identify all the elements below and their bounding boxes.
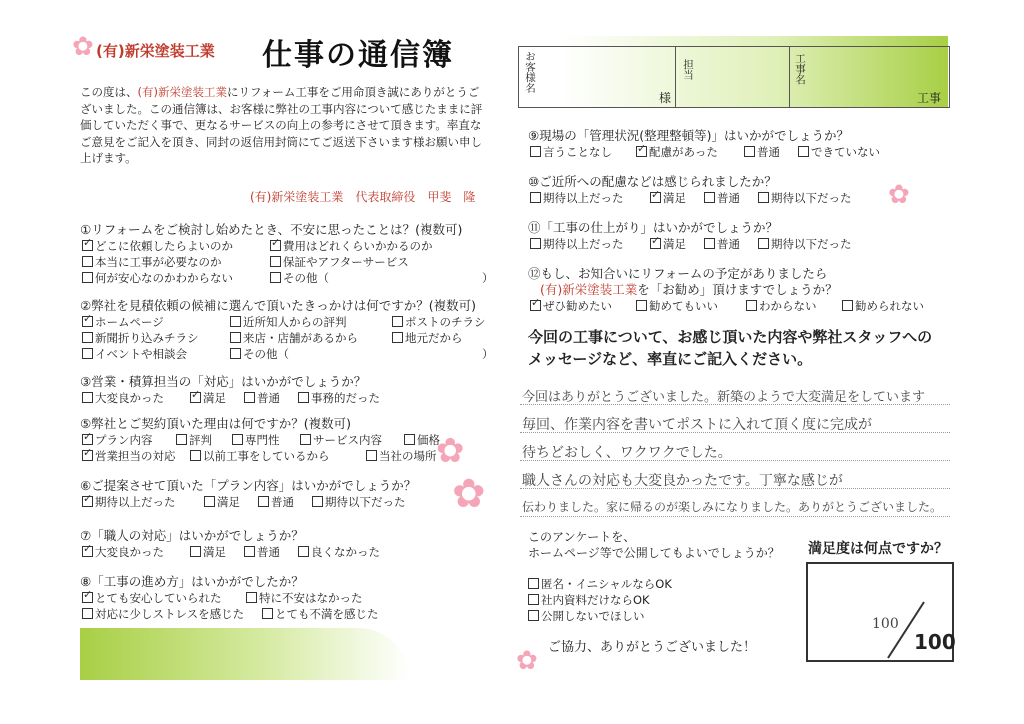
option-label: 期待以上だった	[543, 191, 624, 205]
message-prompt: 今回の工事について、お感じ頂いた内容や弊社スタッフへのメッセージなど、率直にご記入ください。	[528, 328, 933, 368]
checkbox-icon	[530, 238, 541, 249]
q1-option[interactable]	[82, 238, 233, 254]
option-label: どこに依頼したらよいのか	[95, 239, 233, 253]
checkbox-icon	[262, 608, 273, 619]
q11-option[interactable]	[758, 236, 852, 252]
question-8: ⑧「工事の進め方」はいかがでしたか？	[80, 574, 304, 589]
q7-option[interactable]	[190, 544, 226, 560]
checkbox-icon	[82, 256, 93, 267]
q2-option[interactable]	[230, 330, 358, 346]
checkbox-icon	[650, 238, 661, 249]
q12-option[interactable]	[746, 298, 817, 314]
checkbox-icon	[230, 332, 241, 343]
option-label: 匿名・イニシャルならOK	[541, 577, 672, 591]
checkbox-icon	[530, 192, 541, 203]
checkbox-icon	[636, 300, 647, 311]
option-label: イベントや相談会	[95, 347, 187, 361]
checkbox-icon	[312, 496, 323, 507]
option-label: 言うことなし	[543, 145, 612, 159]
checkbox-icon	[190, 450, 201, 461]
option-label: とても安心していられた	[95, 591, 222, 605]
q3-option[interactable]	[244, 390, 280, 406]
checkbox-icon	[746, 300, 757, 311]
checkbox-icon	[528, 594, 539, 605]
checkbox-icon	[298, 392, 309, 403]
message-line: 待ちどおしく、ワクワクでした。	[522, 445, 732, 461]
checkbox-icon	[82, 240, 93, 251]
message-line: 今回はありがとうございました。新築のようで大変満足をしています	[522, 390, 926, 405]
q8-option[interactable]	[246, 590, 363, 606]
option-label: 配慮があった	[649, 145, 718, 159]
option-label: 何が安心なのかわからない	[95, 271, 233, 285]
q7-option[interactable]	[82, 544, 164, 560]
q10-option[interactable]	[530, 190, 624, 206]
customer-name-label: お客様名	[524, 51, 536, 93]
message-line: 職人さんの対応も大変良かったです。丁寧な感じが	[522, 473, 843, 489]
kouji-suffix: 工事	[917, 91, 942, 105]
q5-option[interactable]	[82, 432, 153, 448]
option-label: 専門性	[245, 433, 280, 447]
q12-option[interactable]	[842, 298, 924, 314]
green-swoosh-bottom	[80, 628, 410, 680]
checkbox-icon	[300, 434, 311, 445]
checkbox-icon	[82, 450, 93, 461]
sakura-flower-icon: ✿	[72, 32, 94, 62]
q3-option[interactable]	[82, 390, 164, 406]
checkbox-icon	[82, 592, 93, 603]
option-label: 営業担当の対応	[95, 449, 176, 463]
score-handwritten: 100	[872, 616, 899, 632]
sakura-flower-icon: ✿	[516, 646, 538, 676]
q7-option[interactable]	[298, 544, 380, 560]
q9-option[interactable]	[744, 144, 780, 160]
checkbox-icon	[82, 272, 93, 283]
question-9: ⑨現場の「管理状況(整理整頓等)」はいかがでしょうか？	[528, 128, 849, 143]
option-label: 特に不安はなかった	[259, 591, 363, 605]
checkbox-icon	[392, 316, 403, 327]
option-label: プラン内容	[95, 433, 153, 447]
checkbox-icon	[82, 332, 93, 343]
q1-option[interactable]	[270, 254, 409, 270]
option-label: 当社の場所	[379, 449, 437, 463]
checkbox-icon	[758, 238, 769, 249]
option-label: 本当に工事が必要なのか	[95, 255, 222, 269]
page-title: 仕事の通信簿	[262, 38, 454, 73]
option-label: 普通	[257, 391, 280, 405]
publish-question: このアンケートを、	[528, 530, 636, 544]
q1-paren: ）	[482, 271, 494, 285]
q12-company: (有)新栄塗装工業	[540, 282, 638, 297]
question-10: ⑩ご近所への配慮などは感じられましたか？	[528, 174, 777, 189]
option-label: 保証やアフターサービス	[283, 255, 409, 269]
checkbox-icon	[244, 546, 255, 557]
q8-option[interactable]	[82, 590, 222, 606]
checkbox-icon	[82, 608, 93, 619]
score-box	[806, 562, 954, 662]
question-11: ⑪「工事の仕上がり」はいかがでしょうか？	[528, 220, 779, 235]
option-label: 良くなかった	[311, 545, 380, 559]
option-label: 以前工事をしているから	[203, 449, 330, 463]
q1-option[interactable]	[82, 254, 222, 270]
option-label: わからない	[759, 299, 817, 313]
sakura-flower-icon: ✿	[888, 180, 910, 210]
q5-option[interactable]	[232, 432, 280, 448]
q5-option[interactable]	[404, 432, 440, 448]
option-label: ぜひ勧めたい	[543, 299, 612, 313]
company-name: (有)新栄塗装工業	[96, 42, 215, 60]
option-label: 勧めてもいい	[649, 299, 718, 313]
option-label: 普通	[257, 545, 280, 559]
checkbox-icon	[82, 392, 93, 403]
option-label: 費用はどれくらいかかるのか	[283, 239, 433, 253]
q12-text: を「お勧め」頂けますでしょうか？	[637, 282, 838, 297]
option-label: できていない	[811, 145, 880, 159]
q7-option[interactable]	[244, 544, 280, 560]
sakura-flower-icon: ✿	[452, 471, 486, 517]
checkbox-icon	[230, 348, 241, 359]
option-label: 近所知人からの評判	[243, 315, 347, 329]
option-label: サービス内容	[313, 433, 382, 447]
q5-option[interactable]	[366, 448, 437, 464]
option-label: 公開しないでほしい	[541, 609, 645, 623]
publish-option[interactable]	[528, 576, 672, 592]
intro-part: この度は、	[80, 85, 138, 99]
q5-option[interactable]	[82, 448, 176, 464]
checkbox-icon	[842, 300, 853, 311]
q12-option[interactable]	[636, 298, 718, 314]
checkbox-icon	[258, 496, 269, 507]
question-3: ③営業・積算担当の「対応」はいかがでしょうか？	[80, 374, 367, 389]
option-label: ホームページ	[95, 315, 164, 329]
q2-option[interactable]	[392, 330, 463, 346]
option-label: 期待以上だった	[543, 237, 624, 251]
publish-option[interactable]	[528, 608, 645, 624]
checkbox-icon	[530, 300, 541, 311]
question-5: ⑤弊社とご契約頂いた理由は何ですか？(複数可)	[80, 416, 351, 431]
option-label: とても不満を感じた	[275, 607, 379, 621]
tantou-label: 担当	[682, 59, 694, 80]
option-label: 満足	[217, 495, 240, 509]
q8-option[interactable]	[262, 606, 379, 622]
checkbox-icon	[232, 434, 243, 445]
checkbox-icon	[404, 434, 415, 445]
q11-option[interactable]	[530, 236, 624, 252]
option-label: ポストのチラシ	[405, 315, 486, 329]
option-label: 期待以下だった	[771, 237, 852, 251]
q10-option[interactable]	[758, 190, 852, 206]
option-label: 地元だから	[405, 331, 463, 345]
q1-option[interactable]	[270, 270, 329, 286]
q6-option[interactable]	[312, 494, 406, 510]
q2-option[interactable]	[82, 314, 164, 330]
q8-option[interactable]	[82, 606, 244, 622]
intro-part: にリフォーム工事をご用命頂き誠にありがとうございました。この通信簿は、お客様に弊社の工事内容について感じたままに評価していただく事で、更なるサービスの向上の参考にさせて頂きます。率直なご意見をご記入を頂き、同封の返信用封筒にてご返送下さいます様お願い申し上げます。	[80, 85, 483, 165]
q9-option[interactable]	[636, 144, 718, 160]
thanks-text: ご協力、ありがとうございました！	[548, 640, 757, 655]
question-6: ⑥ご提案させて頂いた「プラン内容」はいかがでしょうか？	[80, 478, 417, 493]
question-12: ⑫もし、お知合いにリフォームの予定がありましたら	[528, 266, 828, 281]
q6-option[interactable]	[204, 494, 240, 510]
checkbox-icon	[270, 240, 281, 251]
option-label: 満足	[203, 545, 226, 559]
option-label: 対応に少しストレスを感じた	[95, 607, 245, 621]
q2-option[interactable]	[392, 314, 486, 330]
checkbox-icon	[244, 392, 255, 403]
option-label: 勧められない	[855, 299, 924, 313]
q1-option[interactable]	[82, 270, 233, 286]
checkbox-icon	[798, 146, 809, 157]
checkbox-icon	[392, 332, 403, 343]
sakura-flower-icon: ✿	[436, 431, 465, 471]
option-label: 期待以下だった	[325, 495, 406, 509]
checkbox-icon	[190, 546, 201, 557]
option-label: 普通	[717, 237, 740, 251]
question-2: ②弊社を見積依頼の候補に選んで頂いたきっかけは何ですか？(複数可)	[80, 298, 476, 313]
option-label: 満足	[203, 391, 226, 405]
option-label: 価格	[417, 433, 440, 447]
q5-option[interactable]	[190, 448, 330, 464]
checkbox-icon	[82, 316, 93, 327]
option-label: 新聞折り込みチラシ	[95, 331, 199, 345]
q3-option[interactable]	[298, 390, 380, 406]
q11-option[interactable]	[650, 236, 686, 252]
q11-option[interactable]	[704, 236, 740, 252]
option-label: 評判	[189, 433, 212, 447]
checkbox-icon	[270, 256, 281, 267]
option-label: 大変良かった	[95, 545, 164, 559]
option-label: 大変良かった	[95, 391, 164, 405]
q2-option[interactable]	[82, 346, 187, 362]
checkbox-icon	[704, 192, 715, 203]
checkbox-icon	[650, 192, 661, 203]
score-question: 満足度は何点ですか？	[808, 541, 948, 557]
option-label: 満足	[663, 237, 686, 251]
checkbox-icon	[230, 316, 241, 327]
checkbox-icon	[82, 434, 93, 445]
checkbox-icon	[176, 434, 187, 445]
checkbox-icon	[82, 348, 93, 359]
signature: (有)新栄塗装工業 代表取締役 甲斐 隆	[250, 190, 476, 204]
checkbox-icon	[530, 146, 541, 157]
checkbox-icon	[636, 146, 647, 157]
checkbox-icon	[704, 238, 715, 249]
checkbox-icon	[246, 592, 257, 603]
q2-option[interactable]	[82, 330, 199, 346]
intro-company: (有)新栄塗装工業	[137, 85, 227, 99]
message-line: 伝わりました。家に帰るのが楽しみになりました。ありがとうございました。	[522, 500, 943, 514]
score-max: 100	[914, 630, 956, 654]
sama-label: 様	[659, 91, 672, 105]
checkbox-icon	[744, 146, 755, 157]
q10-option[interactable]	[650, 190, 686, 206]
q1-option[interactable]	[270, 238, 433, 254]
checkbox-icon	[528, 578, 539, 589]
option-label: 来店・店舗があるから	[243, 331, 358, 345]
option-label: その他（	[243, 347, 289, 361]
q2-option[interactable]	[230, 346, 289, 362]
q9-option[interactable]	[530, 144, 612, 160]
q5-option[interactable]	[176, 432, 212, 448]
publish-option[interactable]	[528, 592, 650, 608]
q3-option[interactable]	[190, 390, 226, 406]
question-1: ①リフォームをご検討し始めたとき、不安に思ったことは？(複数可)	[80, 222, 463, 237]
message-line: 毎回、作業内容を書いてポストに入れて頂く度に完成が	[522, 417, 872, 433]
publish-question-2: ホームページ等で公開してもよいでしょうか？	[528, 546, 780, 560]
q2-option[interactable]	[230, 314, 347, 330]
q6-option[interactable]	[258, 494, 294, 510]
checkbox-icon	[528, 610, 539, 621]
q12-option[interactable]	[530, 298, 612, 314]
question-7: ⑦「職人の対応」はいかがでしょうか？	[80, 528, 304, 543]
q10-option[interactable]	[704, 190, 740, 206]
option-label: その他（	[283, 271, 329, 285]
option-label: 社内資料だけならOK	[541, 593, 650, 607]
checkbox-icon	[270, 272, 281, 283]
option-label: 期待以上だった	[95, 495, 176, 509]
checkbox-icon	[82, 546, 93, 557]
q5-option[interactable]	[300, 432, 382, 448]
checkbox-icon	[82, 496, 93, 507]
checkbox-icon	[190, 392, 201, 403]
kouji-label: 工事名	[794, 53, 806, 85]
intro-text	[80, 84, 490, 167]
option-label: 普通	[271, 495, 294, 509]
customer-info-box	[518, 46, 950, 108]
checkbox-icon	[758, 192, 769, 203]
option-label: 普通	[717, 191, 740, 205]
question-12-line2	[540, 280, 838, 298]
option-label: 普通	[757, 145, 780, 159]
option-label: 事務的だった	[311, 391, 380, 405]
option-label: 満足	[663, 191, 686, 205]
option-label: 期待以下だった	[771, 191, 852, 205]
checkbox-icon	[366, 450, 377, 461]
checkbox-icon	[298, 546, 309, 557]
q6-option[interactable]	[82, 494, 176, 510]
q9-option[interactable]	[798, 144, 880, 160]
q2-paren: ）	[482, 347, 494, 361]
checkbox-icon	[204, 496, 215, 507]
